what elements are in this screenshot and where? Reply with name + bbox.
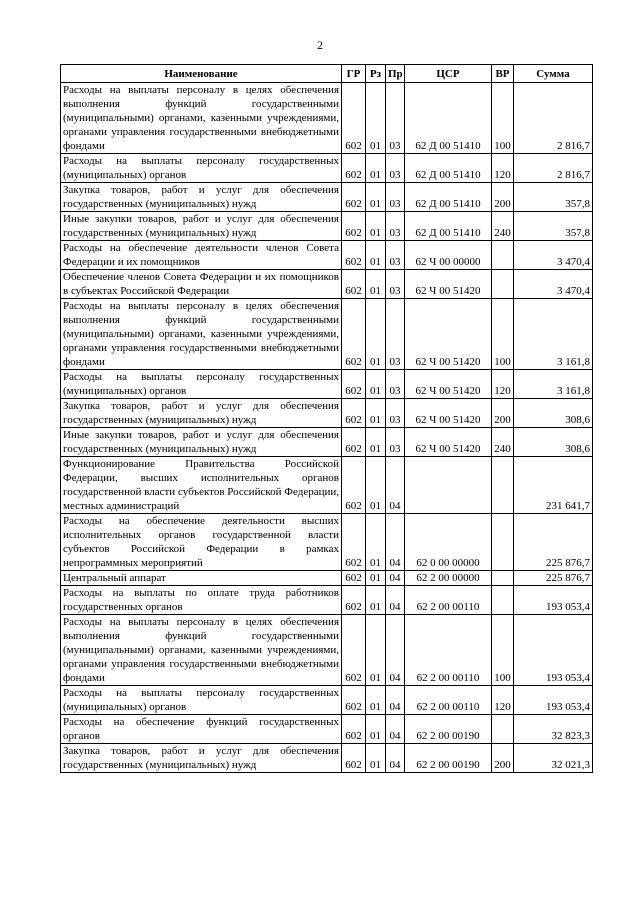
cell-rz: 01 [366, 514, 386, 571]
cell-vr [492, 514, 514, 571]
cell-gr: 602 [342, 457, 366, 514]
cell-name: Расходы на выплаты персоналу в целях обеспечения выполнения функций государственными (муниципальными) органами, казенными учреждениями, органами управления государственными внебюджетными фондами [61, 299, 342, 370]
cell-name: Расходы на выплаты персоналу в целях обеспечения выполнения функций государственными (муниципальными) органами, казенными учреждениями, органами управления государственными внебюджетными фондами [61, 83, 342, 154]
cell-name: Расходы на выплаты персоналу государственных (муниципальных) органов [61, 686, 342, 715]
cell-rz: 01 [366, 615, 386, 686]
table-row [61, 571, 593, 586]
cell-pr: 04 [386, 686, 405, 715]
cell-gr: 602 [342, 241, 366, 270]
cell-sum: 32 021,3 [514, 744, 593, 773]
cell-pr: 03 [386, 428, 405, 457]
cell-csr [405, 457, 492, 514]
cell-csr: 62 2 00 00110 [405, 686, 492, 715]
cell-sum: 357,8 [514, 212, 593, 241]
cell-csr: 62 Ч 00 51420 [405, 270, 492, 299]
cell-csr: 62 2 00 00190 [405, 715, 492, 744]
cell-rz: 01 [366, 370, 386, 399]
cell-pr: 03 [386, 370, 405, 399]
cell-csr: 62 2 00 00190 [405, 744, 492, 773]
cell-pr: 04 [386, 457, 405, 514]
cell-sum: 193 053,4 [514, 586, 593, 615]
cell-vr [492, 457, 514, 514]
header-sum: Сумма [514, 65, 593, 83]
cell-rz: 01 [366, 83, 386, 154]
header-vr: ВР [492, 65, 514, 83]
cell-name: Расходы на обеспечение деятельности высших исполнительных органов государственной власти субъектов Российской Федерации в рамках непрограммных мероприятий [61, 514, 342, 571]
cell-rz: 01 [366, 428, 386, 457]
cell-sum: 231 641,7 [514, 457, 593, 514]
cell-csr: 62 Ч 00 51420 [405, 299, 492, 370]
cell-sum: 225 876,7 [514, 571, 593, 586]
cell-vr: 100 [492, 615, 514, 686]
cell-gr: 602 [342, 299, 366, 370]
cell-pr: 03 [386, 212, 405, 241]
cell-pr: 04 [386, 744, 405, 773]
cell-vr [492, 571, 514, 586]
cell-vr: 120 [492, 154, 514, 183]
cell-vr: 100 [492, 299, 514, 370]
cell-sum: 308,6 [514, 399, 593, 428]
cell-rz: 01 [366, 154, 386, 183]
header-gr: ГР [342, 65, 366, 83]
cell-csr: 62 Ч 00 51420 [405, 428, 492, 457]
cell-gr: 602 [342, 514, 366, 571]
cell-sum: 193 053,4 [514, 615, 593, 686]
cell-sum: 3 470,4 [514, 270, 593, 299]
cell-rz: 01 [366, 212, 386, 241]
cell-vr: 200 [492, 183, 514, 212]
cell-csr: 62 Ч 00 51420 [405, 399, 492, 428]
cell-rz: 01 [366, 686, 386, 715]
cell-gr: 602 [342, 399, 366, 428]
table-row [61, 715, 593, 744]
cell-pr: 04 [386, 615, 405, 686]
cell-name: Иные закупки товаров, работ и услуг для обеспечения государственных (муниципальных) нужд [61, 212, 342, 241]
cell-name: Закупка товаров, работ и услуг для обеспечения государственных (муниципальных) нужд [61, 744, 342, 773]
cell-vr: 240 [492, 212, 514, 241]
cell-gr: 602 [342, 83, 366, 154]
table-row [61, 241, 593, 270]
header-csr: ЦСР [405, 65, 492, 83]
cell-gr: 602 [342, 615, 366, 686]
cell-pr: 04 [386, 514, 405, 571]
cell-csr: 62 Ч 00 51420 [405, 370, 492, 399]
cell-pr: 03 [386, 241, 405, 270]
table-body [61, 83, 593, 773]
cell-name: Расходы на выплаты персоналу государственных (муниципальных) органов [61, 370, 342, 399]
cell-rz: 01 [366, 270, 386, 299]
cell-gr: 602 [342, 270, 366, 299]
cell-name: Расходы на выплаты персоналу в целях обеспечения выполнения функций государственными (муниципальными) органами, казенными учреждениями, органами управления государственными внебюджетными фондами [61, 615, 342, 686]
header-rz: Рз [366, 65, 386, 83]
cell-name: Расходы на выплаты по оплате труда работников государственных органов [61, 586, 342, 615]
table-row [61, 212, 593, 241]
table-row [61, 154, 593, 183]
table-row [61, 428, 593, 457]
cell-pr: 03 [386, 399, 405, 428]
table-row [61, 615, 593, 686]
cell-name: Закупка товаров, работ и услуг для обеспечения государственных (муниципальных) нужд [61, 399, 342, 428]
cell-name: Обеспечение членов Совета Федерации и их помощников в субъектах Российской Федерации [61, 270, 342, 299]
cell-pr: 03 [386, 183, 405, 212]
cell-csr: 62 Ч 00 00000 [405, 241, 492, 270]
cell-rz: 01 [366, 586, 386, 615]
cell-sum: 225 876,7 [514, 514, 593, 571]
cell-vr: 100 [492, 83, 514, 154]
table-row [61, 183, 593, 212]
budget-table [60, 64, 593, 773]
cell-vr: 200 [492, 744, 514, 773]
cell-sum: 308,6 [514, 428, 593, 457]
cell-gr: 602 [342, 715, 366, 744]
cell-name: Закупка товаров, работ и услуг для обеспечения государственных (муниципальных) нужд [61, 183, 342, 212]
cell-sum: 2 816,7 [514, 83, 593, 154]
cell-vr: 240 [492, 428, 514, 457]
table-row [61, 744, 593, 773]
cell-csr: 62 Д 00 51410 [405, 183, 492, 212]
cell-csr: 62 0 00 00000 [405, 514, 492, 571]
cell-pr: 03 [386, 299, 405, 370]
table-row [61, 370, 593, 399]
cell-gr: 602 [342, 586, 366, 615]
cell-sum: 3 161,8 [514, 299, 593, 370]
table-row [61, 457, 593, 514]
cell-csr: 62 2 00 00110 [405, 586, 492, 615]
cell-pr: 03 [386, 83, 405, 154]
cell-rz: 01 [366, 715, 386, 744]
cell-rz: 01 [366, 571, 386, 586]
table-row [61, 514, 593, 571]
cell-pr: 03 [386, 270, 405, 299]
cell-pr: 04 [386, 586, 405, 615]
cell-csr: 62 2 00 00000 [405, 571, 492, 586]
table-row [61, 270, 593, 299]
cell-vr [492, 270, 514, 299]
cell-name: Иные закупки товаров, работ и услуг для обеспечения государственных (муниципальных) нужд [61, 428, 342, 457]
cell-sum: 3 470,4 [514, 241, 593, 270]
cell-sum: 193 053,4 [514, 686, 593, 715]
cell-pr: 04 [386, 571, 405, 586]
header-name: Наименование [61, 65, 342, 83]
cell-vr: 200 [492, 399, 514, 428]
cell-vr: 120 [492, 370, 514, 399]
cell-name: Функционирование Правительства Российской Федерации, высших исполнительных органов государственной власти субъектов Российской Федерации, местных администраций [61, 457, 342, 514]
cell-vr [492, 586, 514, 615]
cell-name: Расходы на выплаты персоналу государственных (муниципальных) органов [61, 154, 342, 183]
cell-rz: 01 [366, 457, 386, 514]
cell-rz: 01 [366, 744, 386, 773]
cell-gr: 602 [342, 428, 366, 457]
cell-gr: 602 [342, 571, 366, 586]
table-row [61, 586, 593, 615]
cell-rz: 01 [366, 399, 386, 428]
cell-csr: 62 Д 00 51410 [405, 212, 492, 241]
table-row [61, 299, 593, 370]
cell-rz: 01 [366, 241, 386, 270]
cell-name: Центральный аппарат [61, 571, 342, 586]
cell-vr [492, 241, 514, 270]
cell-gr: 602 [342, 370, 366, 399]
cell-vr [492, 715, 514, 744]
cell-name: Расходы на обеспечение функций государственных органов [61, 715, 342, 744]
cell-sum: 357,8 [514, 183, 593, 212]
cell-pr: 04 [386, 715, 405, 744]
cell-sum: 3 161,8 [514, 370, 593, 399]
cell-pr: 03 [386, 154, 405, 183]
cell-gr: 602 [342, 154, 366, 183]
cell-csr: 62 Д 00 51410 [405, 83, 492, 154]
cell-gr: 602 [342, 744, 366, 773]
cell-vr: 120 [492, 686, 514, 715]
cell-csr: 62 Д 00 51410 [405, 154, 492, 183]
cell-rz: 01 [366, 299, 386, 370]
cell-rz: 01 [366, 183, 386, 212]
cell-gr: 602 [342, 212, 366, 241]
header-pr: Пр [386, 65, 405, 83]
cell-sum: 32 823,3 [514, 715, 593, 744]
cell-gr: 602 [342, 183, 366, 212]
cell-csr: 62 2 00 00110 [405, 615, 492, 686]
cell-name: Расходы на обеспечение деятельности членов Совета Федерации и их помощников [61, 241, 342, 270]
table-row [61, 686, 593, 715]
table-header-row [61, 65, 593, 83]
table-row [61, 399, 593, 428]
cell-sum: 2 816,7 [514, 154, 593, 183]
cell-gr: 602 [342, 686, 366, 715]
page-number: 2 [317, 38, 323, 52]
table-row [61, 83, 593, 154]
